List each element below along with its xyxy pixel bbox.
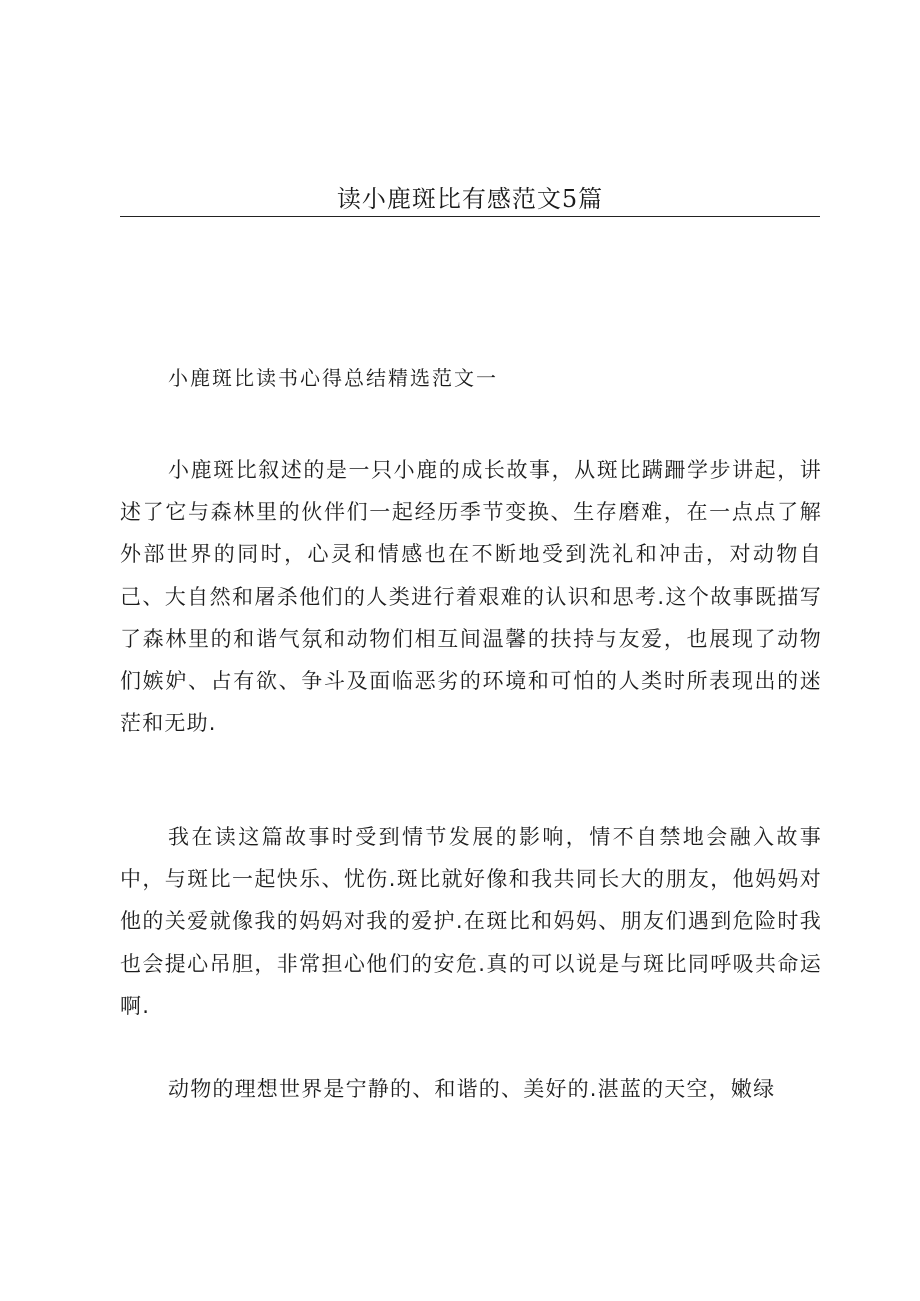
document-title: 读小鹿斑比有感范文5篇 (336, 185, 604, 213)
body-paragraph: 动物的理想世界是宁静的、和谐的、美好的.湛蓝的天空，嫩绿 (168, 1077, 776, 1101)
body-paragraph: 小鹿斑比叙述的是一只小鹿的成长故事，从斑比蹒跚学步讲起，讲述了它与森林里的伙伴们一起经历季节变换、生存磨难，在一点点了解外部世界的同时，心灵和情感也在不断地受到洗礼和冲击，对动物自己、大自然和屠杀他们的人类进行着艰难的认识和思考.这个故事既描写了森林里的和谐气氛和动物们相互间温馨的扶持与友爱，也展现了动物们嫉妒、占有欲、争斗及面临恶劣的环境和可怕的人类时所表现出的迷茫和无助. (120, 458, 822, 736)
body-paragraph: 我在读这篇故事时受到情节发展的影响，情不自禁地会融入故事中，与斑比一起快乐、忧伤.斑比就好像和我共同长大的朋友，他妈妈对他的关爱就像我的妈妈对我的爱护.在斑比和妈妈、朋友们遇到危险时我也会提心吊胆，非常担心他们的安危.真的可以说是与斑比同呼吸共命运啊. (120, 825, 822, 1018)
title-underline (120, 216, 820, 217)
section-heading: 小鹿斑比读书心得总结精选范文一 (168, 366, 498, 390)
